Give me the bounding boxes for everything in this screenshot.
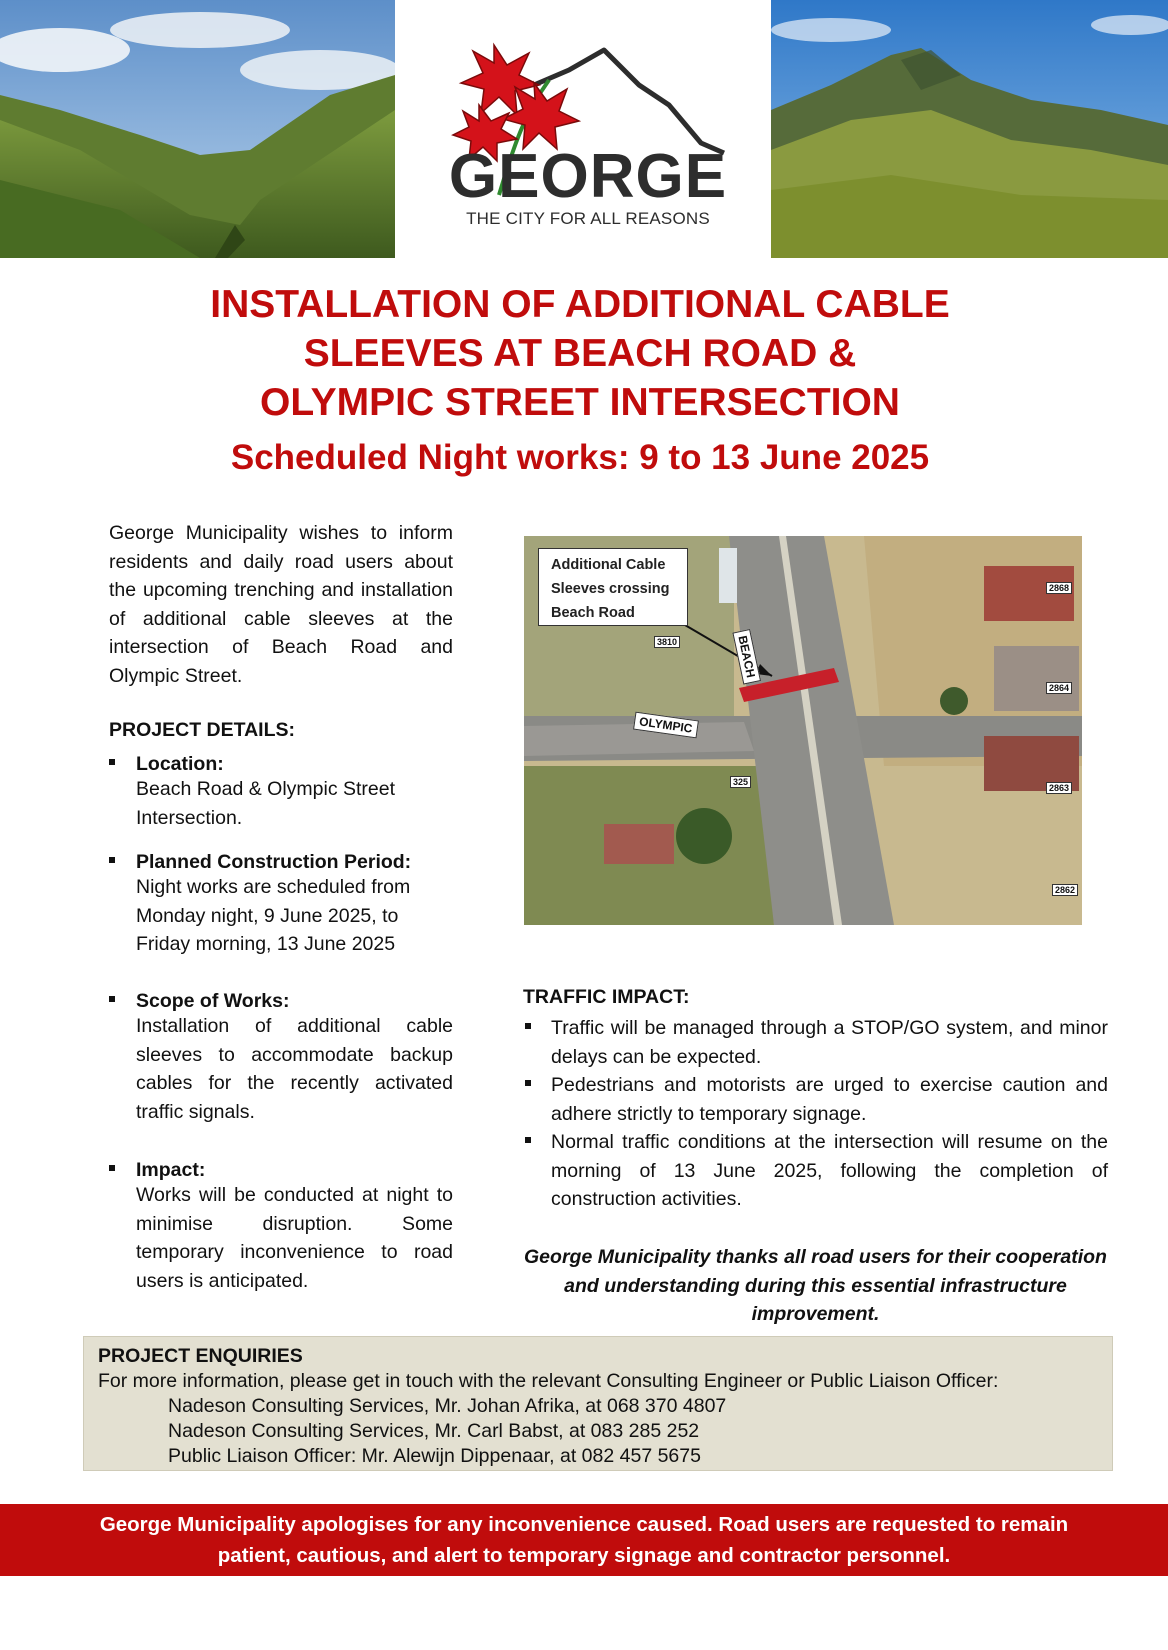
beach-road-label: BEACH: [732, 629, 761, 684]
contact-line: Public Liaison Officer: Mr. Alewijn Dippenaar, at 082 457 5675: [168, 1445, 701, 1467]
detail-label: Impact:: [136, 1159, 206, 1181]
detail-label: Scope of Works:: [136, 990, 290, 1012]
schedule-subtitle: Scheduled Night works: 9 to 13 June 2025: [230, 438, 930, 477]
apology-footer-banner: [0, 1504, 1168, 1576]
title-line-2: SLEEVES AT BEACH ROAD &: [303, 332, 857, 375]
olympic-street-label: OLYMPIC: [633, 712, 698, 739]
erf-number: 3810: [654, 636, 680, 648]
erf-number: 325: [730, 776, 751, 788]
map-callout-box: [538, 548, 688, 626]
project-details-heading: PROJECT DETAILS:: [109, 719, 295, 741]
erf-number: 2863: [1046, 782, 1072, 794]
erf-number: 2868: [1046, 582, 1072, 594]
intro-paragraph: George Municipality wishes to inform residents and daily road users about the upcoming trenching and installation of additional cable sleeves at the intersection of Beach Road and Olympic Street.: [109, 522, 453, 687]
bullet-marker: [109, 759, 115, 765]
bullet-marker: [109, 996, 115, 1002]
callout-line: Sleeves crossing: [551, 581, 670, 597]
project-enquiries-box: [83, 1336, 1113, 1471]
title-line-1: INSTALLATION OF ADDITIONAL CABLE: [210, 283, 950, 326]
traffic-impact-text: Normal traffic conditions at the intersection will resume on the morning of 13 June 2025, following the completion of construction activities.: [551, 1131, 1108, 1210]
contact-line: Nadeson Consulting Services, Mr. Carl Babst, at 083 285 252: [168, 1420, 700, 1442]
enquiries-lead: For more information, please get in touch with the relevant Consulting Engineer or Public Liaison Officer:: [98, 1370, 999, 1392]
detail-label: Planned Construction Period:: [136, 851, 412, 873]
footer-line-1: George Municipality apologises for any inconvenience caused. Road users are requested to remain: [99, 1513, 1069, 1536]
bullet-marker: [109, 1165, 115, 1171]
detail-text: Beach Road & Olympic Street Intersection.: [136, 778, 396, 829]
bullet-marker: [525, 1137, 531, 1143]
detail-text: Works will be conducted at night to minimise disruption. Some temporary inconvenience to road users is anticipated.: [136, 1184, 453, 1292]
callout-line: Additional Cable: [551, 557, 666, 573]
aerial-map-image: [524, 536, 1082, 925]
mountain-photo-left: [0, 0, 395, 258]
mountain-photo-right: [771, 0, 1168, 258]
traffic-impact-text: Traffic will be managed through a STOP/GO system, and minor delays can be expected.: [551, 1017, 1108, 1068]
bullet-marker: [525, 1080, 531, 1086]
traffic-impact-heading: TRAFFIC IMPACT:: [523, 986, 690, 1008]
erf-number: 2864: [1046, 682, 1072, 694]
detail-text: Night works are scheduled from Monday night, 9 June 2025, to Friday morning, 13 June 2025: [136, 876, 411, 955]
george-logo: [395, 0, 771, 258]
bullet-marker: [525, 1023, 531, 1029]
logo-tagline: THE CITY FOR ALL REASONS: [466, 209, 710, 228]
traffic-impact-text: Pedestrians and motorists are urged to exercise caution and adhere strictly to temporary signage.: [551, 1074, 1108, 1125]
enquiries-heading: PROJECT ENQUIRIES: [98, 1345, 303, 1367]
notice-title: [100, 280, 1060, 427]
contact-line: Nadeson Consulting Services, Mr. Johan Afrika, at 068 370 4807: [168, 1395, 727, 1417]
bullet-marker: [109, 857, 115, 863]
erf-number: 2862: [1052, 884, 1078, 896]
detail-label: Location:: [136, 753, 224, 775]
logo-wordmark: GEORGE: [448, 142, 728, 211]
thanks-message: George Municipality thanks all road users for their cooperation and understanding during this essential infrastructure improvement.: [524, 1246, 1107, 1325]
title-line-3: OLYMPIC STREET INTERSECTION: [260, 381, 900, 424]
detail-text: Installation of additional cable sleeves to accommodate backup cables for the recently activated traffic signals.: [136, 1015, 453, 1123]
footer-line-2: patient, cautious, and alert to temporary signage and contractor personnel.: [217, 1544, 951, 1567]
callout-line: Beach Road: [551, 605, 635, 621]
